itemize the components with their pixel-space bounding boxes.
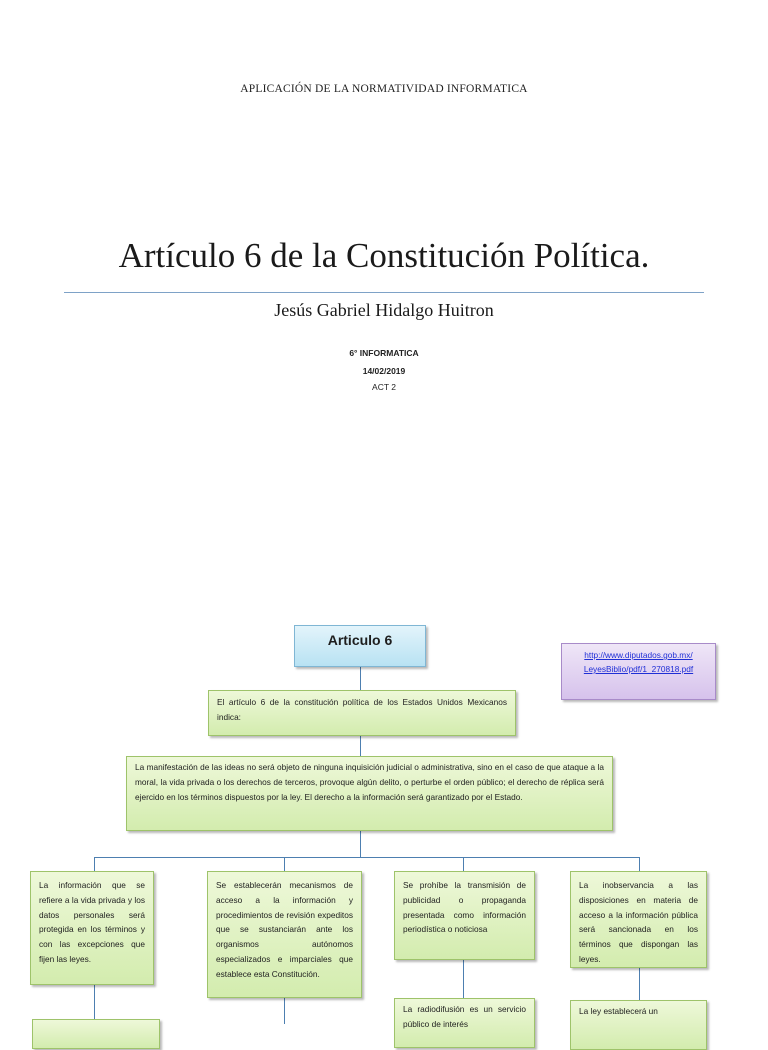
title-divider [64,292,704,293]
branch-text-4: La inobservancia a las disposiciones en materia de acceso a la información pública será sancionada en los términos que dispongan las leyes. [579,880,698,964]
intro-text: El artículo 6 de la constitución política de los Estados Unidos Mexicanos indica: [217,697,507,722]
branch-node-3 [394,871,535,960]
activity-label: ACT 2 [372,382,396,392]
connector-branch-3-child [463,960,464,998]
connector-bus-branch-2 [284,857,285,871]
branch-text-1: La información que se refiere a la vida privada y los datos personales será protegida en los términos y con las excepciones que fijen las leyes. [39,880,145,964]
connector-bus-branch-1 [94,857,95,871]
document-title: Artículo 6 de la Constitución Política. [118,236,650,275]
intro-node [208,690,516,736]
main-text: La manifestación de las ideas no será objeto de ninguna inquisición judicial o administrativa, sino en el caso de que ataque a la moral, la vida privada o los derechos de terceros, provoque algún delito, o perturbe el orden público; el derecho de réplica será ejercido en los términos dispuestos por la ley. El derecho a la información será garantizado por el Estado. [135,762,604,802]
child-text-2: La radiodifusión es un servicio público de interés [403,1004,526,1029]
author-name: Jesús Gabriel Hidalgo Huitron [274,300,494,320]
source-link-box [561,643,716,700]
main-text-node [126,756,613,831]
source-link-line-1: http://www.diputados.gob.mx/ [584,650,693,660]
connector-main-bus [360,831,361,857]
connector-branch-2-child [284,998,285,1024]
root-node-label: Articulo 6 [327,632,393,648]
connector-bus-branch-3 [463,857,464,871]
connector-intro-main [360,736,361,756]
group-label: 6° INFORMATICA [349,348,419,358]
source-link[interactable] [584,650,693,674]
branch-node-4 [570,871,707,968]
connector-bus [94,857,639,858]
course-title: APLICACIÓN DE LA NORMATIVIDAD INFORMATICA [240,83,528,95]
connector-bus-branch-4 [639,857,640,871]
date-label: 14/02/2019 [362,366,406,376]
root-node [294,625,426,667]
child-node-3 [570,1000,707,1050]
child-text-3: La ley establecerá un [579,1006,658,1016]
branch-text-3: Se prohíbe la transmisión de publicidad o propaganda presentada como información periodística o noticiosa [403,880,526,935]
branch-node-1 [30,871,154,985]
connector-branch-1-child [94,985,95,1019]
branch-node-2 [207,871,362,998]
connector-branch-4-child [639,968,640,1000]
branch-text-2: Se establecerán mecanismos de acceso a la información y procedimientos de revisión expeditos que se sustanciarán ante los organismos autónomos especializados e imparciales que establece esta Constitución. [216,880,353,979]
child-node-2 [394,998,535,1048]
source-link-line-2: LeyesBiblio/pdf/1_270818.pdf [583,664,694,674]
connector-root-intro [360,667,361,690]
